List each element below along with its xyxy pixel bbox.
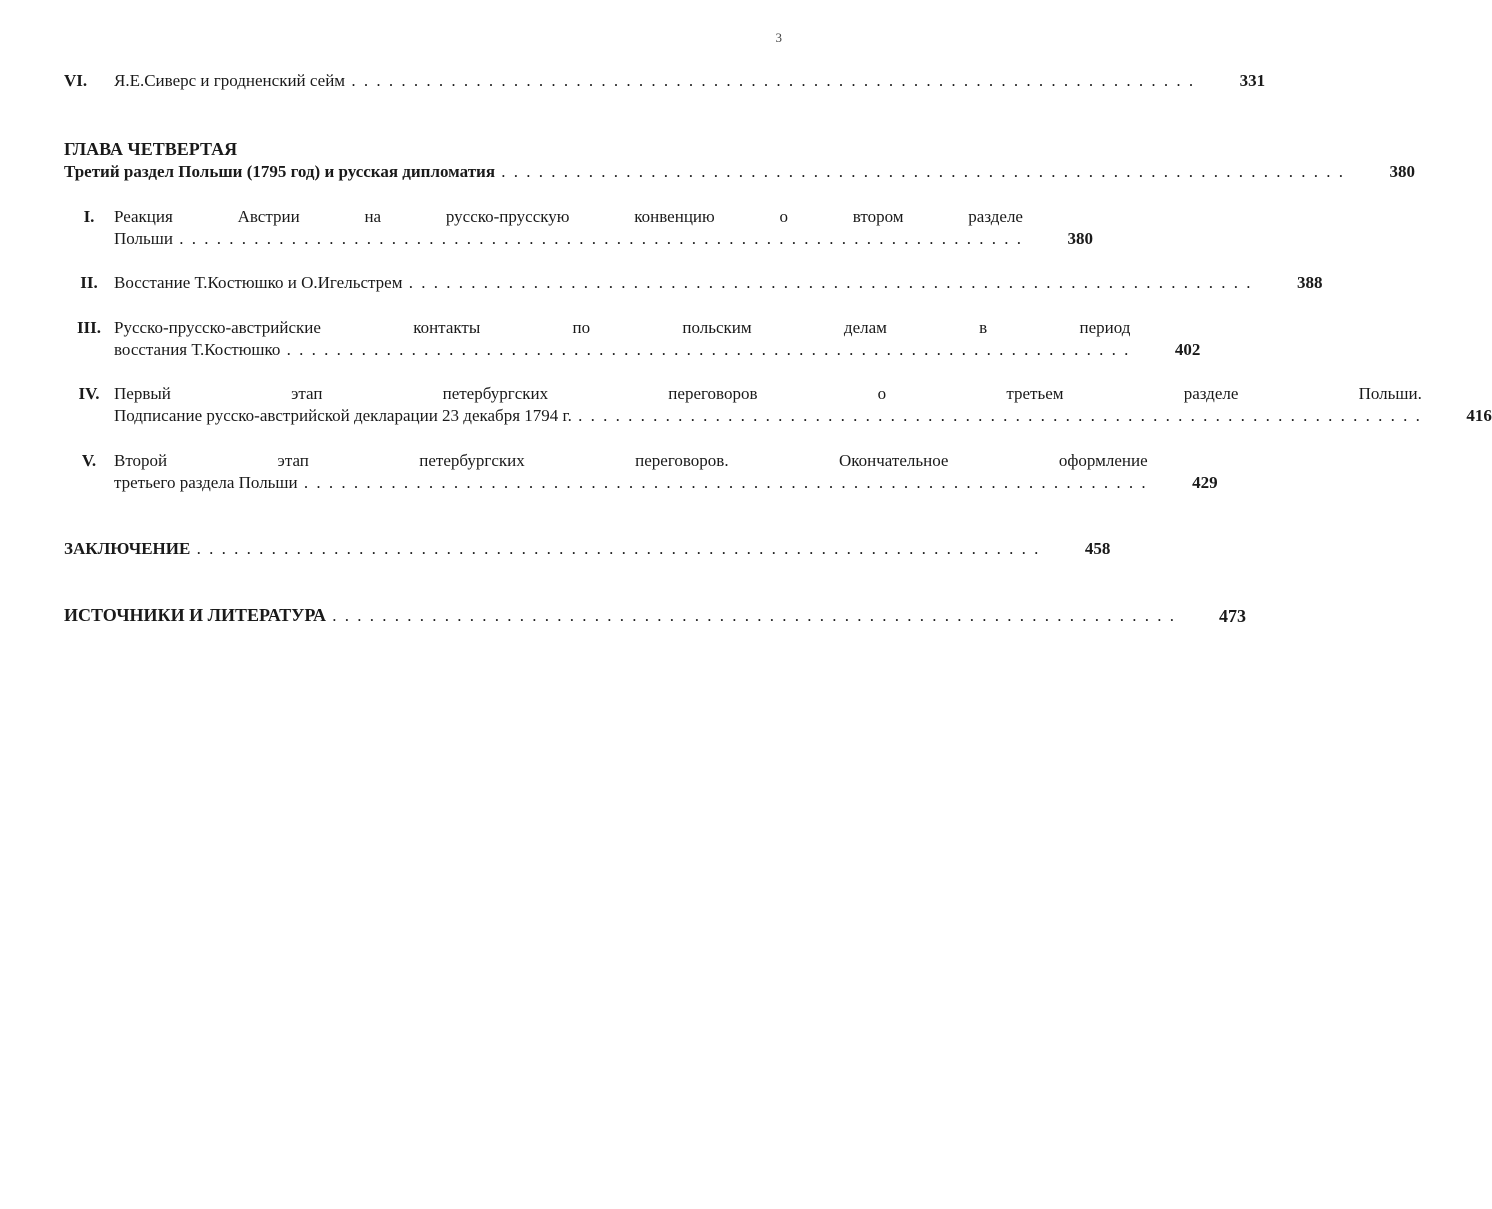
chapter-heading: ГЛАВА ЧЕТВЕРТАЯ [64,139,238,159]
toc-entry-line: Реакция Австрии на русско-прусскую конвенцию о втором разделе [114,207,1023,226]
toc-entry-number: II. [80,273,98,292]
page-number: 3 [775,30,782,45]
toc-entry-number: III. [76,318,102,337]
toc-entry-page: 380 [1067,229,1093,248]
conclusion-title: ЗАКЛЮЧЕНИЕ [64,539,191,558]
toc-entry-sources [64,604,1247,627]
toc-entry-vi [64,70,1266,92]
toc-entry-i [64,206,1093,250]
toc-entry-page: 458 [1084,539,1111,558]
toc-entry-title: Польши [114,229,173,248]
toc-entry-v [64,450,1218,494]
toc-entry-number: I. [83,207,95,226]
toc-entry-page: 473 [1219,606,1247,626]
sources-title: ИСТОЧНИКИ И ЛИТЕРАТУРА [64,605,327,625]
toc-entry-page: 402 [1174,340,1201,359]
toc-entry-iv [64,383,1492,427]
toc-entry-line: Первый этап петербургских переговоров о третьем разделе Польши. [114,384,1422,403]
toc-entry-page: 416 [1466,406,1492,425]
toc-entry-conclusion [64,538,1111,560]
toc-entry-page: 331 [1239,71,1266,90]
toc-entry-number: V. [81,451,97,470]
toc-entry-title: третьего раздела Польши [114,473,298,492]
toc-entry-title: Подписание русско-австрийской декларации 23 декабря 1794 г. [114,406,572,425]
toc-entry-title: Восстание Т.Костюшко и О.Игельстрем [114,273,403,292]
toc-entry-number: VI. [64,71,88,90]
toc-entry-iii [64,317,1201,361]
toc-entry-chapter [64,161,1416,183]
toc-entry-title: Я.Е.Сиверс и гродненский сейм [114,71,346,90]
toc-entry-ii [64,272,1323,294]
toc-entry-page: 380 [1389,162,1416,181]
toc-entry-line: Второй этап петербургских переговоров. Окончательное оформление [114,451,1148,470]
chapter-title: Третий раздел Польши (1795 год) и русская дипломатия [64,162,496,181]
toc-entry-page: 429 [1192,473,1218,492]
toc-entry-line: Русско-прусско-австрийские контакты по польским делам в период [114,318,1131,337]
toc-entry-page: 388 [1296,273,1323,292]
toc-entry-title: восстания Т.Костюшко [114,340,281,359]
toc-entry-number: IV. [78,384,100,403]
